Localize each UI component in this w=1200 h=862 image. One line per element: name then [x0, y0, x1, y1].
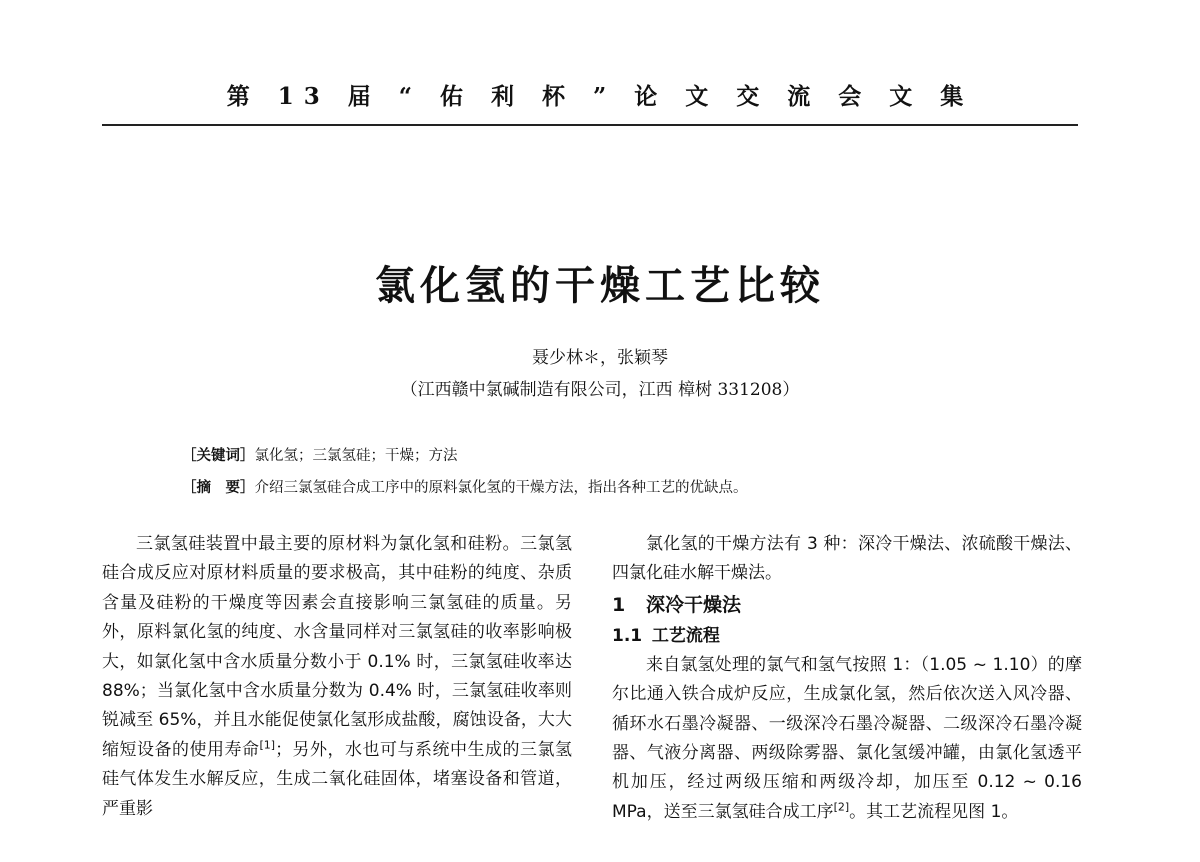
paragraph-text-tail: 。其工艺流程见图 1。: [849, 801, 1019, 822]
affiliation: （江西赣中氯碱制造有限公司，江西 樟树 331208）: [400, 380, 800, 400]
paragraph-text: 三氯氢硅装置中最主要的原材料为氯化氢和硅粉。三氯氢硅合成反应对原材料质量的要求极高，其中硅粉的纯度、杂质含量及硅粉的干燥度等因素会直接影响三氯氢硅的质量。另外，原料氯化氢的纯度、水含量同样对三氯氢硅的收率影响极大，如氯化氢中含水质量分数小于 0.1% 时，三氯氢硅收率达 88%；当氯化氢中含水质量分数为 0.4% 时，三氯氢硅收率则锐减至 65%，并且水能促使氯化氢形成盐酸，腐蚀设备，大大缩短设备的使用寿命: [102, 534, 572, 760]
abstract-line: [182, 476, 1082, 497]
paper-title: 氯化氢的干燥工艺比较: [375, 263, 825, 309]
subsection-title: 工艺流程: [651, 625, 720, 646]
paragraph-text-tail: ；另外，水也可与系统中生成的三氯氢硅气体发生水解反应，生成二氧化硅固体，堵塞设备和管道，严重影: [102, 739, 573, 819]
section-heading: [612, 589, 1082, 621]
subsection-heading: [612, 621, 1082, 651]
section-number: 1: [612, 593, 626, 616]
citation-ref: [1]: [259, 738, 276, 752]
subsection-number: 1.1: [612, 625, 643, 646]
abstract-tag: ［摘 要］: [182, 480, 255, 496]
intro-paragraph: 氯化氢的干燥方法有 3 种：深冷干燥法、浓硫酸干燥法、四氯化硅水解干燥法。: [612, 534, 1082, 584]
paragraph-text: 来自氯氢处理的氯气和氢气按照 1：（1.05 ~ 1.10）的摩尔比通入铁合成炉反应，生成氯化氢，然后依次送入风冷器、循环水石墨冷凝器、一级深冷石墨冷凝器、二级深冷石墨冷凝器、气液分离器、两级除雾器、氯化氢缓冲罐，由氯化氢透平机加压，经过两级压缩和两级冷却，加压至 0.12 ~ 0.16 MPa，送至三氯氢硅合成工序: [612, 654, 1082, 822]
body-paragraph: [612, 651, 1082, 827]
body-paragraph: [102, 530, 572, 824]
header-rule: [102, 124, 1078, 126]
abstract-text: 介绍三氯氢硅合成工序中的原料氯化氢的干燥方法，指出各种工艺的优缺点。: [254, 480, 748, 496]
right-column: [612, 530, 1082, 827]
left-column: [102, 530, 572, 824]
section-title: 深冷干燥法: [646, 593, 742, 616]
running-head: 第 13 届 “ 佑 利 杯 ” 论 文 交 流 会 文 集: [226, 83, 974, 110]
authors: 聂少林＊，张颖琴: [532, 348, 668, 368]
keywords-line: [182, 444, 1082, 465]
keywords-text: 氯化氢；三氯氢硅；干燥；方法: [254, 448, 458, 464]
citation-ref: [2]: [833, 800, 850, 814]
keywords-tag: ［关键词］: [182, 448, 255, 464]
